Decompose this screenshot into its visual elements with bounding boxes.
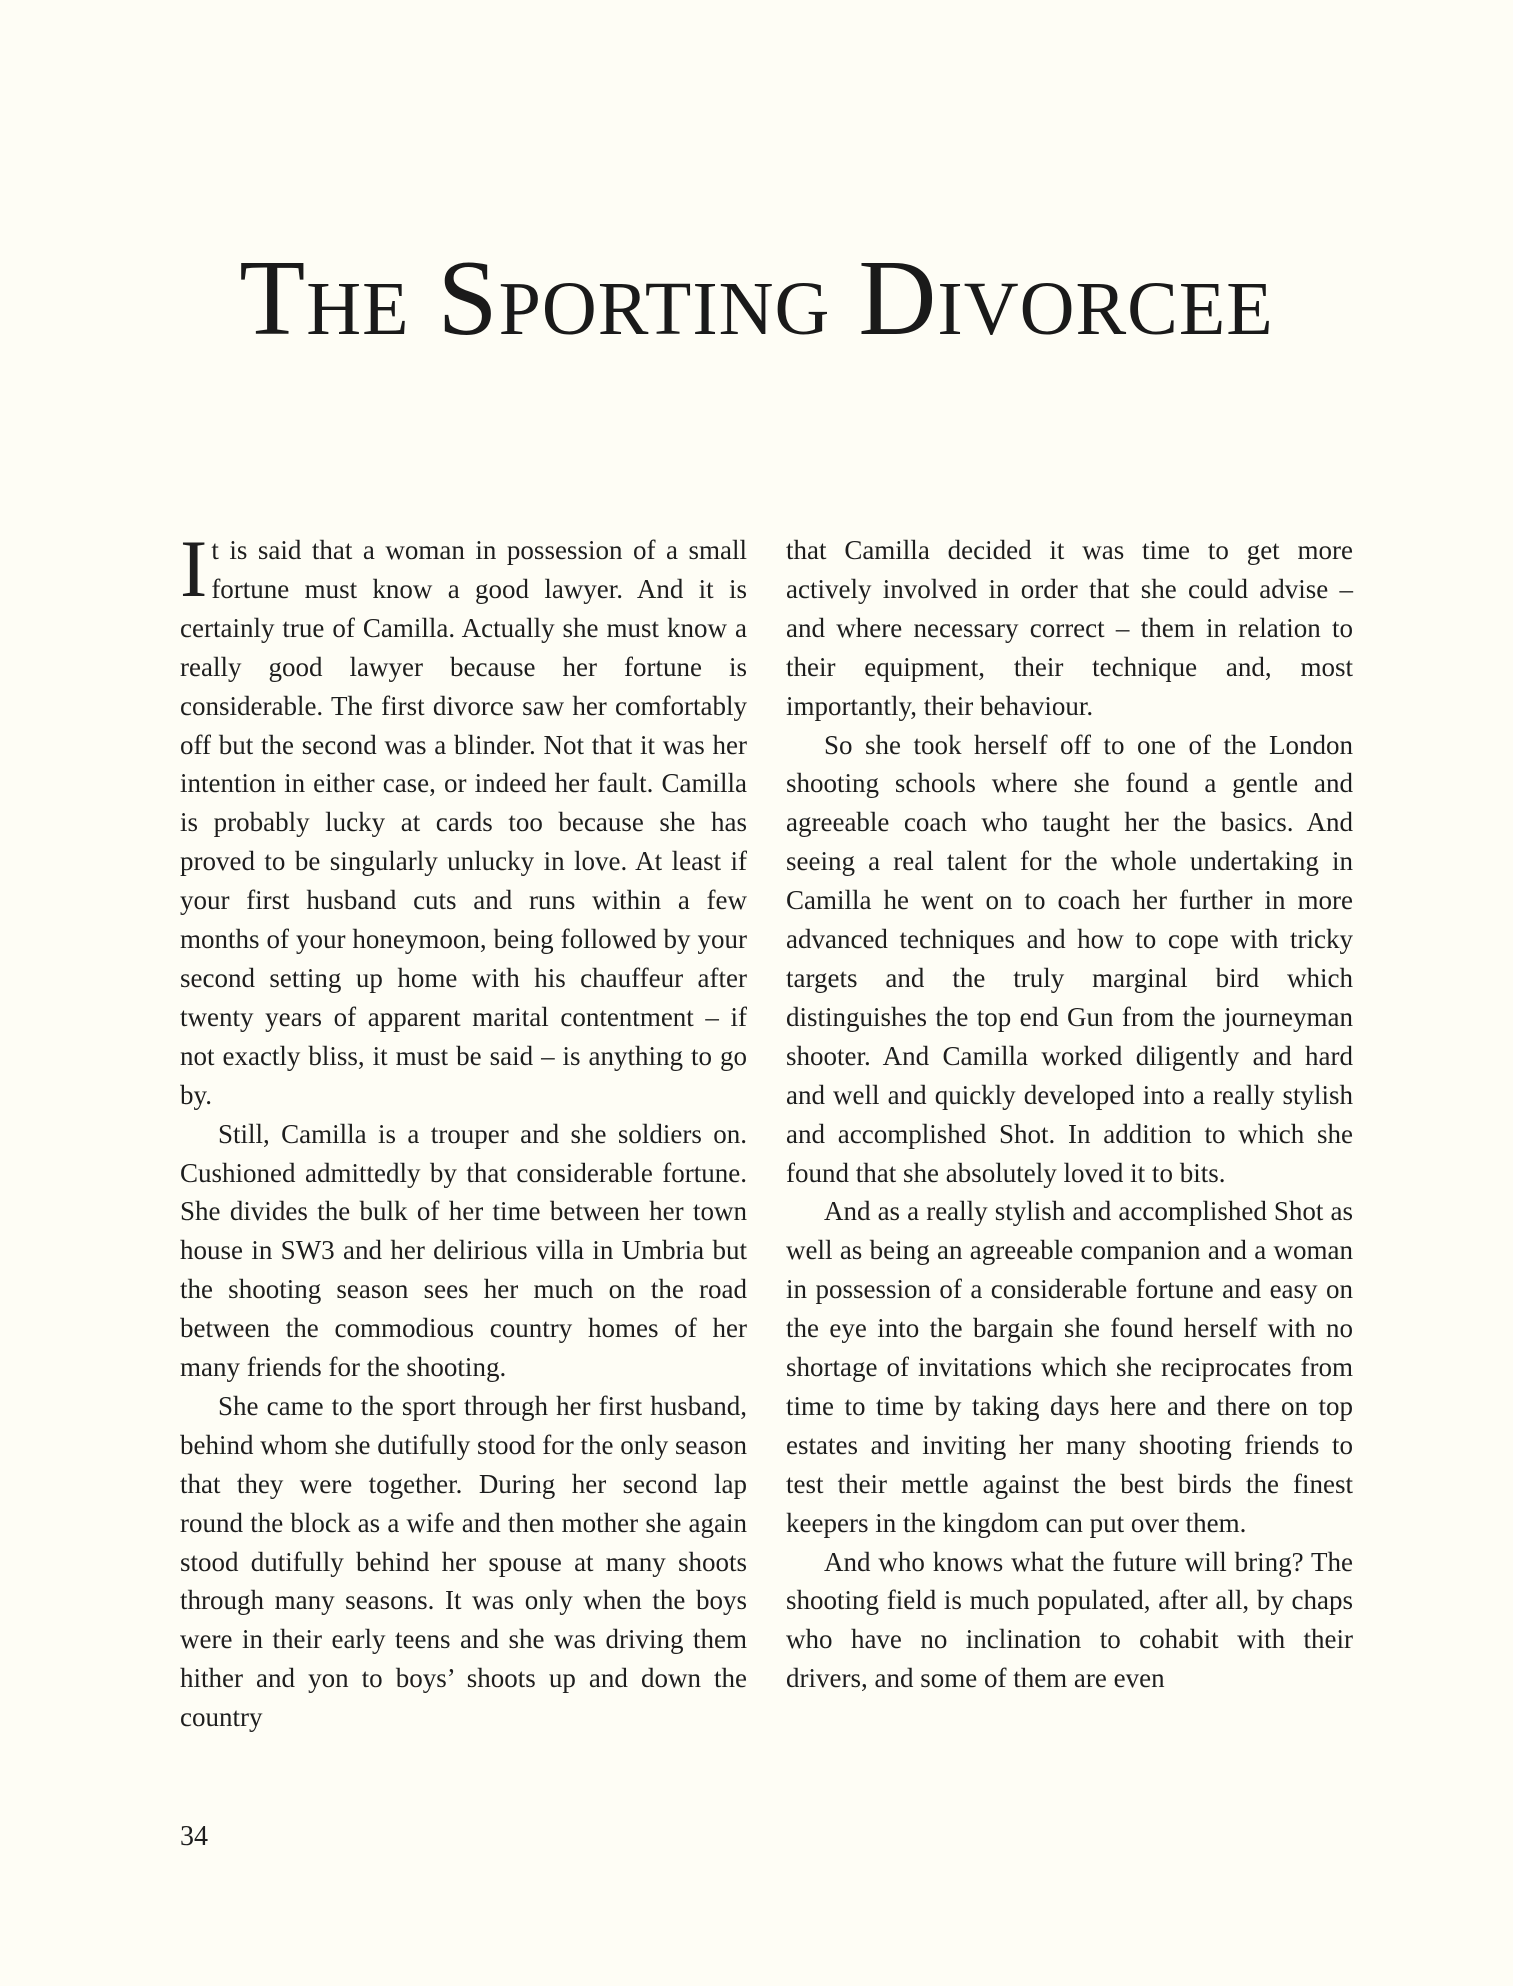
text-column-left — [180, 523, 747, 1737]
paragraph: And as a really stylish and accomplished Shot as well as being an agreeable companion and a woman in possession of a considerable fortune and easy on the eye into the bargain she found herself with no shortage of invitations which she reciprocates from time to time by taking days here and there on top estates and inviting her many shooting friends to test their mettle against the best birds the finest keepers in the kingdom can put over them. — [786, 1196, 1353, 1538]
paragraph: that Camilla decided it was time to get more actively involved in order that she could advise – and where necessary correct – them in relation to their equipment, their technique and, most importantly, their behaviour. — [786, 535, 1353, 721]
paragraph: And who knows what the future will bring? The shooting field is much populated, after all, by chaps who have no inclination to cohabit with their drivers, and some of them are even — [786, 1546, 1353, 1694]
chapter-title: The Sporting Divorcee — [239, 239, 1274, 358]
drop-cap: I — [180, 523, 208, 614]
paragraph — [180, 523, 747, 1115]
paragraph: Still, Camilla is a trouper and she soldiers on. Cushioned admittedly by that considerable fortune. She divides the bulk of her time between her town house in SW3 and her delirious villa in Umbria but the shooting season sees her much on the road between the commodious country homes of her many friends for the shooting. — [180, 1118, 747, 1383]
text-column-right — [786, 531, 1353, 1698]
paragraph-text: t is said that a woman in possession of a small fortune must know a good lawyer. And it is certainly true of Camilla. Actually she must know a really good lawyer because her fortune is considerable. The first divorce saw her comfortably off but the second was a blinder. Not that it was her intention in either case, or indeed her fault. Camilla is probably lucky at cards too because she has proved to be singularly unlucky in love. At least if your first husband cuts and runs within a few months of your honeymoon, being followed by your second setting up home with his chauffeur after twenty years of apparent marital contentment – if not exactly bliss, it must be said – is anything to go by. — [180, 535, 747, 1110]
page-number: 34 — [180, 1821, 208, 1852]
paragraph: So she took herself off to one of the London shooting schools where she found a gentle and agreeable coach who taught her the basics. And seeing a real talent for the whole undertaking in Camilla he went on to coach her further in more advanced techniques and how to cope with tricky targets and the truly marginal bird which distinguishes the top end Gun from the journeyman shooter. And Camilla worked diligently and hard and well and quickly developed into a really stylish and accomplished Shot. In addition to which she found that she absolutely loved it to bits. — [786, 729, 1353, 1188]
paragraph: She came to the sport through her first husband, behind whom she dutifully stood for the only season that they were together. During her second lap round the block as a wife and then mother she again stood dutifully behind her spouse at many shoots through many seasons. It was only when the boys were in their early teens and she was driving them hither and yon to boys’ shoots up and down the country — [180, 1390, 747, 1733]
